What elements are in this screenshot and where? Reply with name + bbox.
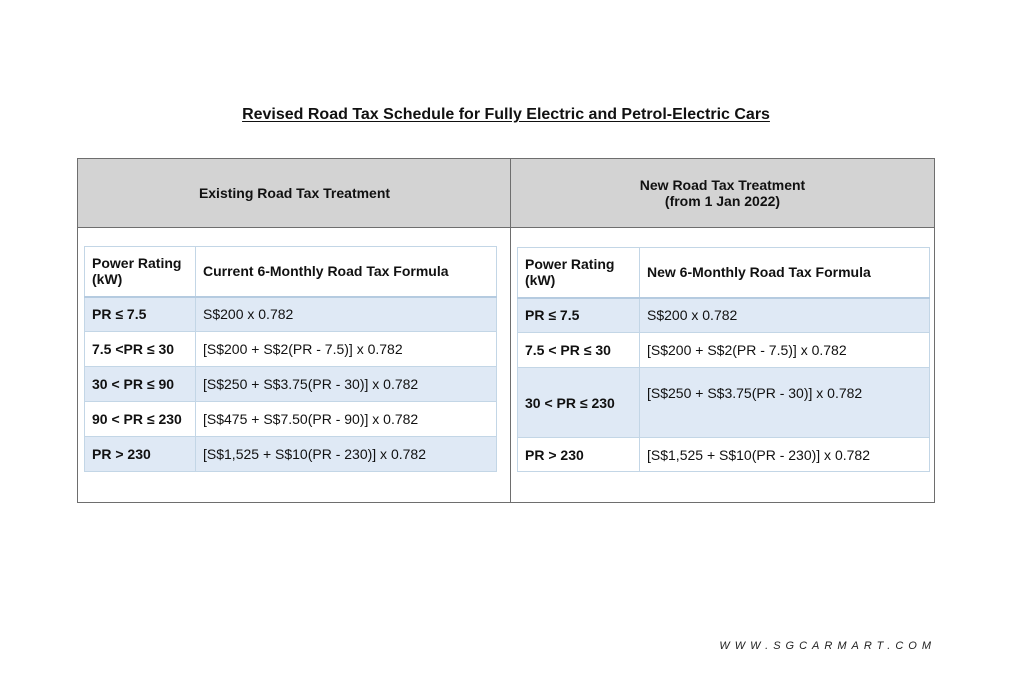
- table-row: [518, 368, 930, 438]
- power-rating-header: Power Rating (kW): [85, 247, 196, 297]
- formula-cell: S$200 x 0.782: [640, 298, 930, 333]
- existing-treatment-header: [78, 159, 511, 228]
- formula-cell: [S$250 + S$3.75(PR - 30)] x 0.782: [640, 368, 930, 438]
- column-divider: [510, 159, 511, 502]
- new-road-tax-table: [517, 247, 930, 472]
- formula-cell: [S$1,525 + S$10(PR - 230)] x 0.782: [640, 438, 930, 472]
- formula-cell: [S$1,525 + S$10(PR - 230)] x 0.782: [196, 437, 497, 472]
- power-rating-cell: 30 < PR ≤ 90: [85, 367, 196, 402]
- power-rating-header: Power Rating (kW): [518, 248, 640, 298]
- page-title: Revised Road Tax Schedule for Fully Electric and Petrol-Electric Cars: [242, 106, 770, 123]
- new-treatment-header-line1: New Road Tax Treatment: [639, 177, 806, 193]
- power-rating-cell: PR ≤ 7.5: [85, 297, 196, 332]
- formula-cell: S$200 x 0.782: [196, 297, 497, 332]
- new-treatment-header-line2: (from 1 Jan 2022): [664, 193, 781, 209]
- table-row: [85, 402, 497, 437]
- table-row: [85, 437, 497, 472]
- power-rating-cell: 30 < PR ≤ 230: [518, 368, 640, 438]
- new-treatment-header: [511, 159, 934, 228]
- formula-cell: [S$250 + S$3.75(PR - 30)] x 0.782: [196, 367, 497, 402]
- power-rating-cell: PR > 230: [85, 437, 196, 472]
- formula-cell: [S$475 + S$7.50(PR - 90)] x 0.782: [196, 402, 497, 437]
- power-rating-cell: PR ≤ 7.5: [518, 298, 640, 333]
- website-footer: WWW.SGCARMART.COM: [719, 640, 936, 652]
- table-row: [85, 297, 497, 332]
- table-row: [518, 438, 930, 472]
- formula-cell: [S$200 + S$2(PR - 7.5)] x 0.782: [640, 333, 930, 368]
- formula-header: Current 6-Monthly Road Tax Formula: [196, 247, 497, 297]
- table-row: [518, 298, 930, 333]
- existing-road-tax-table: [84, 246, 497, 472]
- power-rating-cell: 7.5 < PR ≤ 30: [518, 333, 640, 368]
- table-header-row: [85, 247, 497, 297]
- table-header-row: [518, 248, 930, 298]
- formula-cell: [S$200 + S$2(PR - 7.5)] x 0.782: [196, 332, 497, 367]
- power-rating-cell: PR > 230: [518, 438, 640, 472]
- existing-treatment-header-label: Existing Road Tax Treatment: [198, 185, 391, 201]
- table-row: [85, 367, 497, 402]
- table-row: [518, 333, 930, 368]
- power-rating-cell: 7.5 <PR ≤ 30: [85, 332, 196, 367]
- power-rating-cell: 90 < PR ≤ 230: [85, 402, 196, 437]
- table-row: [85, 332, 497, 367]
- formula-header: New 6-Monthly Road Tax Formula: [640, 248, 930, 298]
